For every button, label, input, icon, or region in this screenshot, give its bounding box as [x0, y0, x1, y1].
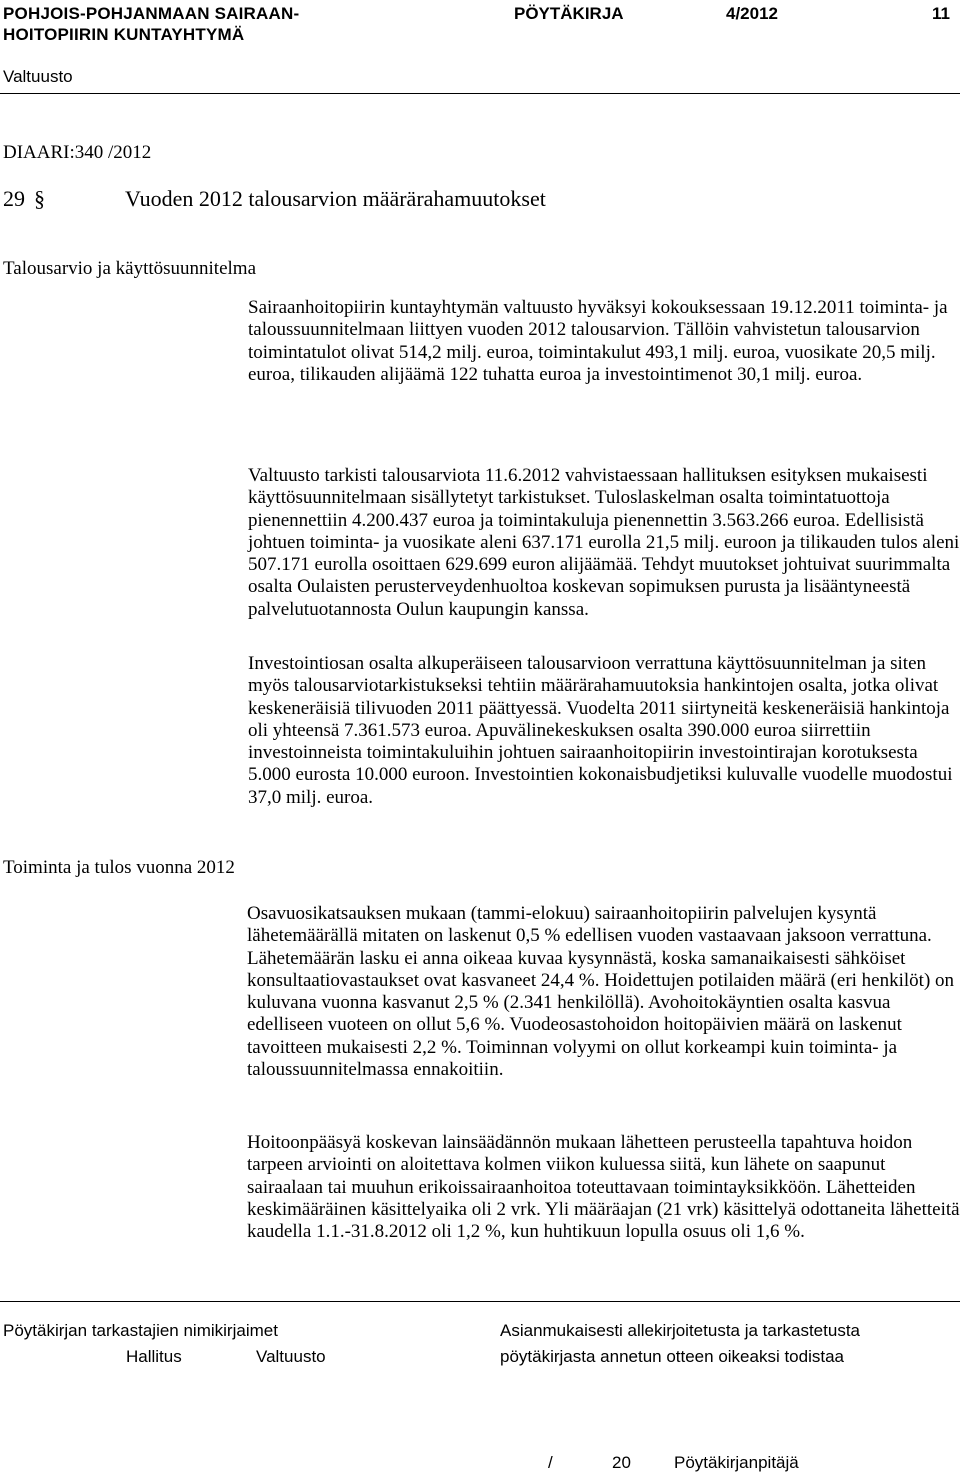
meeting-body: Valtuusto — [3, 67, 73, 86]
footer-divider — [0, 1301, 960, 1302]
side-heading-operations: Toiminta ja tulos vuonna 2012 — [3, 857, 235, 878]
total-pages: 20 — [612, 1453, 631, 1472]
footer-slash: / — [548, 1453, 553, 1472]
certification-line-1: Asianmukaisesti allekirjoitetusta ja tarkastetusta — [500, 1321, 860, 1340]
section-sign: § — [34, 186, 45, 211]
paragraph-investments: Investointiosan osalta alkuperäiseen talousarvioon verrattuna käyttösuunnitelman ja siten myös talousarviotarkistukseksi tehtiin määrärahamuutoksia hankintojen osalta, jotka olivat keskeneräisiä tilivuoden 2011 päättyessä. Vuodelta 2011 siirtyneitä keskeneräisiä hankintoja oli yhteensä 7.361.573 euroa. Apuvälinekeskuksen osalta 390.000 euroa siirrettiin investoinneista toimintakuluihin johtuen sairaanhoitopiirin investointirajan korotuksesta 5.000 eurosta 10.000 euroon. Investointien kokonaisbudjetiksi kuluvalle vuodelle muodostui 37,0 milj. euroa. — [248, 653, 953, 808]
side-heading-budget: Talousarvio ja käyttösuunnitelma — [3, 258, 257, 279]
section-title: Vuoden 2012 talousarvion määrärahamuutokset — [125, 186, 546, 211]
document-type: PÖYTÄKIRJA — [514, 4, 624, 23]
minutes-keeper-label: Pöytäkirjanpitäjä — [674, 1453, 799, 1472]
section-number: 29 — [3, 186, 25, 211]
signatures-label: Pöytäkirjan tarkastajien nimikirjaimet — [3, 1321, 278, 1340]
organization-line-1: POHJOIS-POHJANMAAN SAIRAAN- — [3, 4, 300, 23]
paragraph-budget-approval: Sairaanhoitopiirin kuntayhtymän valtuusto hyväksyi kokouksessaan 19.12.2011 toiminta- ja taloussuunnitelmaan liittyen vuoden 2012 talousarvion. Tällöin vahvistetun talousarvion toimintatulot olivat 514,2 milj. euroa, toimintakulut 493,1 milj. euroa, vuosikate 20,5 milj. euroa, tilikauden alijäämä 122 tuhatta euroa ja investointimenot 30,1 milj. euroa. — [248, 297, 948, 385]
organization-name — [3, 3, 299, 45]
page-number: 11 — [932, 4, 950, 23]
paragraph-operations: Osavuosikatsauksen mukaan (tammi-elokuu) sairaanhoitopiirin palvelujen kysyntä lähetemäärällä mitaten on laskenut 0,5 % edellisen vuoden vastaavaan jaksoon verrattuna. Lähetemäärän lasku ei anna oikeaa kuvaa kysynnästä, koska samanaikaisesti sähköiset konsultaatiovastaukset ovat kasvaneet 24,4 %. Hoidettujen potilaiden määrä (eri henkilöt) on kuluvana vuonna kasvanut 2,5 % (2.341 henkilöllä). Avohoitokäyntien osalta kasvua edelliseen vuoteen on ollut 5,6 %. Vuodeosastohoidon hoitopäivien määrä on laskenut tavoitteen mukaisesti 2,2 %. Toiminnan volyymi on ollut korkeampi kuin toiminta- ja taloussuunnitelmassa ennakoitiin. — [247, 903, 955, 1081]
board-label: Hallitus — [126, 1347, 182, 1366]
organization-line-2: HOITOPIIRIN KUNTAYHTYMÄ — [3, 25, 245, 44]
paragraph-budget-revision: Valtuusto tarkisti talousarviota 11.6.2012 vahvistaessaan hallituksen esityksen mukaisesti käyttösuunnitelmaan sisällytetyt tarkistukset. Tuloslaskelman osalta toimintatuottoja pienennettiin 4.200.437 euroa ja toimintakuluja pienennettin 3.563.266 euroa. Edellisistä johtuen toiminta- ja vuosikate aleni 637.171 eurolla 21,5 milj. euroon ja tilikauden tulos aleni 507.171 eurolla osoittaen 629.699 euron alijäämää. Tehdyt muutokset johtuivat suurimmalta osalta Oulaisten perusterveydenhuoltoa koskevan sopimuksen purusta ja lisääntyneestä palvelutuotannosta Oulun kaupungin kanssa. — [248, 465, 960, 620]
certification-line-2: pöytäkirjasta annetun otteen oikeaksi todistaa — [500, 1347, 845, 1366]
document-number: 4/2012 — [726, 4, 778, 23]
diary-number: DIAARI:340 /2012 — [3, 142, 152, 163]
header-divider — [0, 93, 960, 94]
council-label: Valtuusto — [256, 1347, 326, 1366]
paragraph-access-to-care: Hoitoonpääsyä koskevan lainsäädännön mukaan lähetteen perusteella tapahtuva hoidon tarpeen arviointi on aloitettava kolmen viikon kuluessa siitä, kun lähete on saapunut sairaalaan tai muuhun erikoissairaanhoitoa toteuttavaan toimintayksikköön. Lähetteiden keskimääräinen käsittelyaika oli 2 vrk. Yli määräajan (21 vrk) käsittelyä odottaneita lähetteitä kaudella 1.1.-31.8.2012 oli 1,2 %, kun huhtikuun lopulla osuus oli 1,6 %. — [247, 1132, 960, 1243]
